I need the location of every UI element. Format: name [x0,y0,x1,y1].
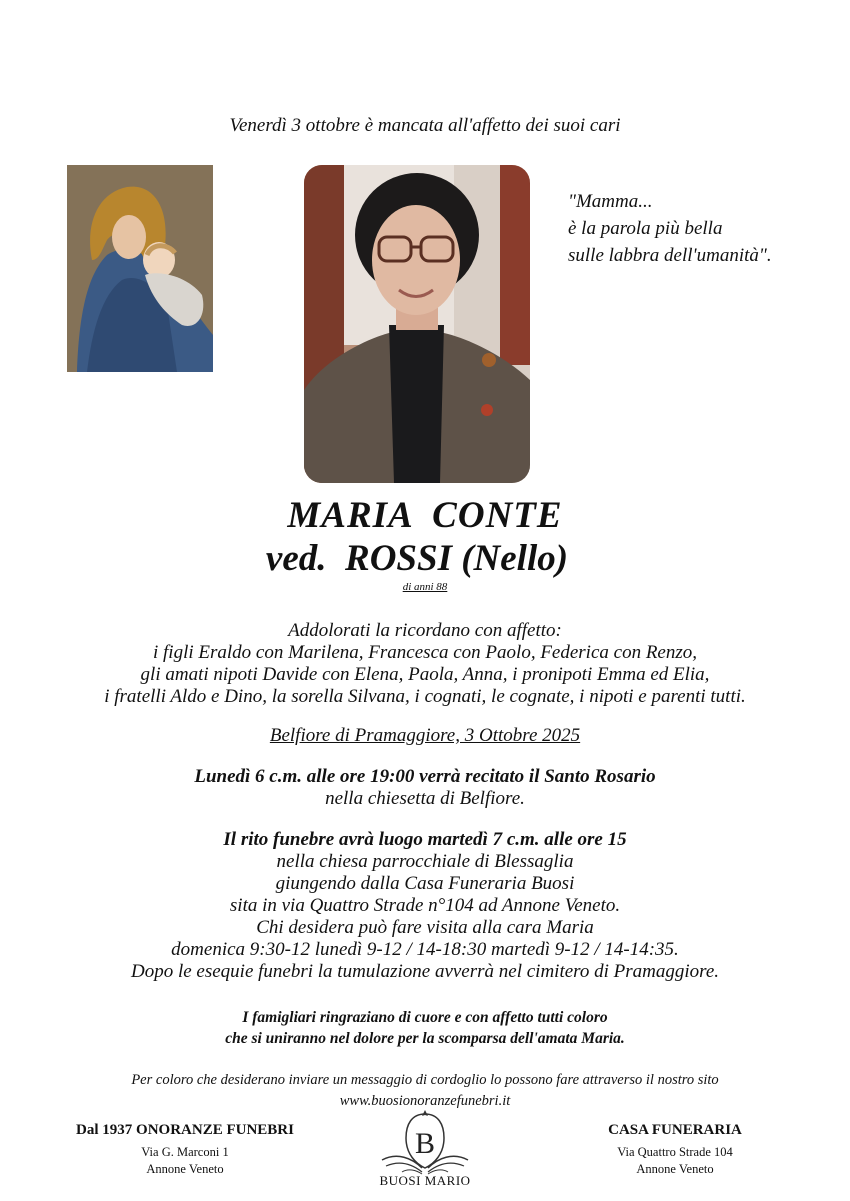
quote-line: "Mamma... [568,191,653,212]
funeral-line: Dopo le esequie funebri la tumulazione avverrà nel cimitero di Pramaggiore. [130,961,720,982]
madonna-image [67,165,213,372]
quote-line: è la parola più bella [568,218,723,239]
thanks-line: I famigliari ringraziano di cuore e con affetto tutti coloro [242,1009,608,1026]
family-line: gli amati nipoti Davide con Elena, Paola, Anna, i pronipoti Emma ed Elia, [140,664,710,685]
family-line: i fratelli Aldo e Dino, la sorella Silvana, i cognati, le cognate, i nipoti e parenti tutti. [104,686,746,707]
thanks-block [0,1007,850,1049]
footer-left-city: Annone Veneto [146,1162,224,1176]
quote [568,188,772,269]
rosary-location: nella chiesetta di Belfiore. [325,788,525,809]
intro-text: Venerdì 3 ottobre è mancata all'affetto dei suoi cari [229,115,621,136]
funeral-line: domenica 9:30-12 lunedì 9-12 / 14-18:30 martedì 9-12 / 14-14:35. [171,939,679,960]
cordoglio-text: Per coloro che desiderano inviare un messaggio di cordoglio lo possono fare attraverso il nostro sito [131,1072,719,1088]
deceased-name: MARIA CONTE [287,495,563,536]
footer-left-address: Via G. Marconi 1 [141,1145,229,1159]
rosary-headline: Lunedì 6 c.m. alle ore 19:00 verrà recitato il Santo Rosario [194,766,656,787]
cordoglio-block [0,1070,850,1112]
funeral-block [0,829,850,983]
rosary-block [0,766,850,810]
place-date: Belfiore di Pramaggiore, 3 Ottobre 2025 [269,725,581,746]
family-block [0,620,850,708]
quote-line: sulle labbra dell'umanità". [568,245,772,266]
footer-right-city: Annone Veneto [636,1162,714,1176]
funeral-line: giungendo dalla Casa Funeraria Buosi [275,873,575,894]
funeral-line: sita in via Quattro Strade n°104 ad Annone Veneto. [229,895,621,916]
funeral-headline: Il rito funebre avrà luogo martedì 7 c.m. alle ore 15 [223,829,627,850]
widow-of: ved. ROSSI (Nello) [265,538,569,579]
funeral-line: nella chiesa parrocchiale di Blessaglia [276,851,574,872]
logo-name: BUOSI MARIO [379,1173,471,1188]
website-link[interactable]: www.buosionoranzefunebri.it [339,1093,511,1109]
footer-right [555,1122,795,1178]
portrait-photo [304,165,530,483]
logo-letter: B [414,1127,436,1160]
family-line: i figli Eraldo con Marilena, Francesca con Paolo, Federica con Renzo, [152,642,698,663]
footer-left [55,1122,315,1178]
age: di anni 88 [402,581,448,593]
funeral-line: Chi desidera può fare visita alla cara Maria [256,917,594,938]
footer-right-address: Via Quattro Strade 104 [617,1145,733,1159]
family-line: Addolorati la ricordano con affetto: [288,620,562,641]
footer-right-title: CASA FUNERARIA [608,1122,742,1138]
footer-left-title: Dal 1937 ONORANZE FUNEBRI [76,1122,294,1138]
thanks-line: che si uniranno nel dolore per la scomparsa dell'amata Maria. [225,1030,625,1047]
